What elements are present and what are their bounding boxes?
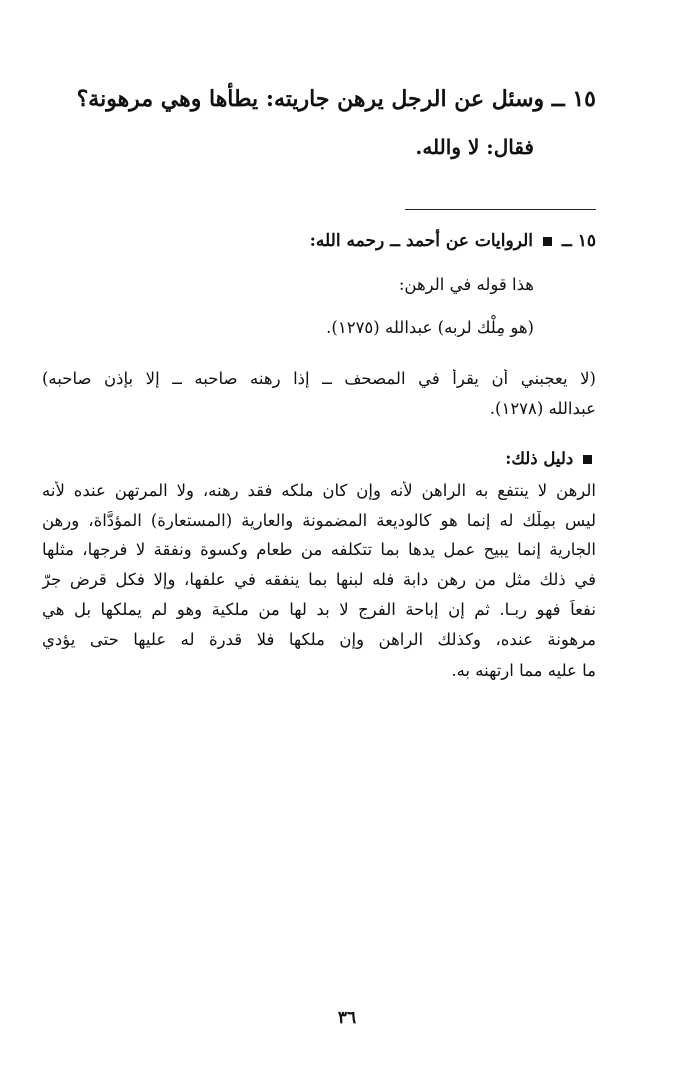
footnote-number: ١٥ bbox=[577, 231, 596, 251]
evidence-line: في ذلك مثل من رهن دابة فله لبنها بما ينفقه في علفها، وإلا فكل قرض جرّ bbox=[42, 570, 596, 589]
evidence-line: ليس بمِلْك له إنما هو كالوديعة المضمونة والعارية (المستعارة) المؤدَّاة، ورهن bbox=[42, 511, 596, 530]
footnote-separator bbox=[405, 209, 596, 210]
footnote-line: هذا قوله في الرهن: bbox=[398, 275, 534, 294]
page-number: ٣٦ bbox=[337, 1008, 357, 1028]
question-dash: ــ bbox=[551, 86, 565, 112]
square-bullet-icon bbox=[543, 237, 552, 246]
evidence-line: نفعاً فهو ربـا. ثم إن إباحة الفرج لا بد لها من ملكية وهو لم يملكها بل هي bbox=[42, 600, 596, 619]
footnote-line: (هو مِلْك لربه) عبدالله (١٢٧٥). bbox=[326, 318, 534, 337]
evidence-heading bbox=[505, 449, 596, 468]
question-text: وسئل عن الرجل يرهن جاريته: يطأها وهي مرهونة؟ bbox=[76, 86, 545, 112]
question-line bbox=[77, 86, 596, 112]
evidence-heading-text: دليل ذلك: bbox=[505, 449, 574, 468]
footnote-heading-text: الروايات عن أحمد ــ رحمه الله: bbox=[309, 231, 533, 251]
footnote-heading bbox=[310, 231, 596, 251]
square-bullet-icon bbox=[583, 455, 592, 464]
question-number: ١٥ bbox=[572, 86, 596, 112]
evidence-line: مرهونة عنده، وكذلك الراهن وإن ملكها فلا قدرة له عليها حتى يؤدي bbox=[42, 630, 596, 649]
footnote-dash: ــ bbox=[561, 231, 572, 251]
evidence-line: الرهن لا ينتفع به الراهن لأنه وإن كان ملكه فقد رهنه، ولا المرتهن عنده لأنه bbox=[42, 481, 596, 500]
evidence-line: الجارية إنما يبيح عمل يدها بما تتكلفه من طعام وكسوة ونفقة لا فرجها، مثلها bbox=[42, 540, 596, 559]
evidence-line: ما عليه مما ارتهنه به. bbox=[451, 661, 596, 680]
footnote-line: عبدالله (١٢٧٨). bbox=[489, 399, 596, 418]
answer-line: فقال: لا والله. bbox=[415, 135, 534, 159]
footnote-line: (لا يعجبني أن يقرأ في المصحف ــ إذا رهنه صاحبه ــ إلا بإذن صاحبه) bbox=[42, 369, 596, 388]
